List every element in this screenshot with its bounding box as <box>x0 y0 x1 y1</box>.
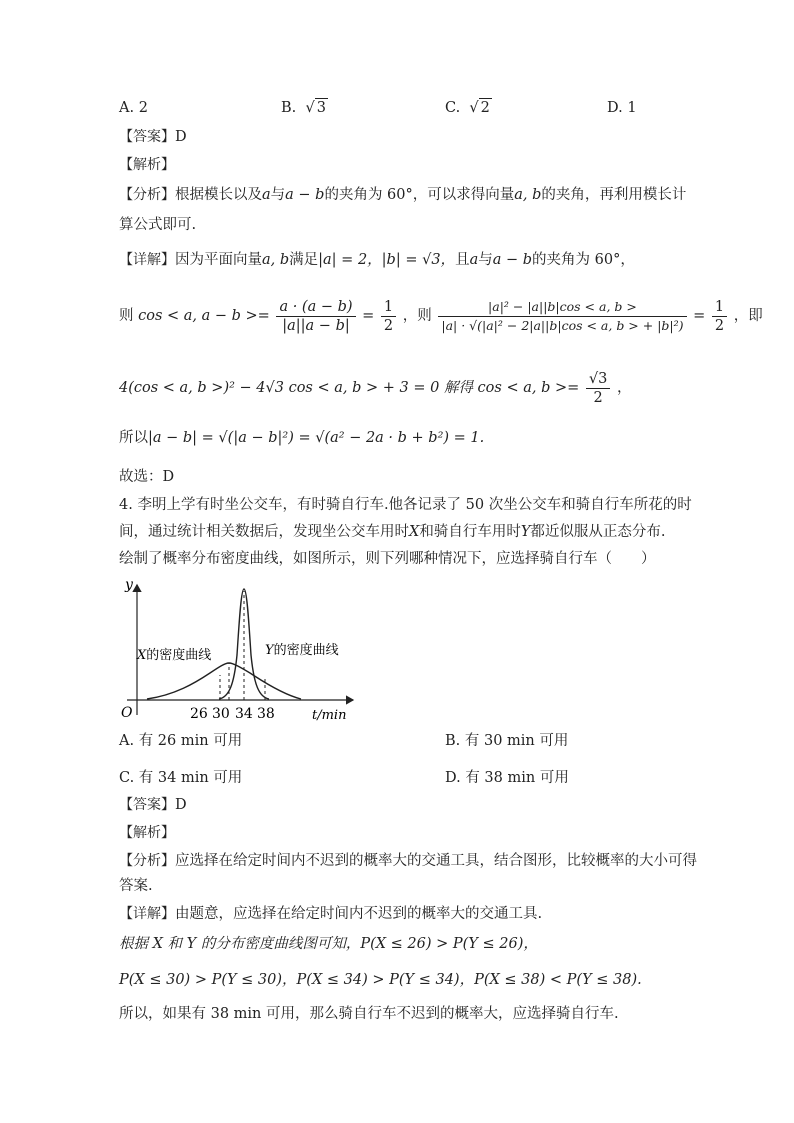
q4-option-a: A. 有 26 min 可用 <box>119 733 243 749</box>
q4-stem-2: 间，通过统计相关数据后，发现坐公交车用时X和骑自行车用时Y都近似服从正态分布. <box>119 524 666 540</box>
option-d-prev: D. 1 <box>607 100 637 116</box>
origin-label: O <box>121 705 133 721</box>
q3-xiangjie: 【详解】因为平面向量a, b满足|a| = 2，|b| = √3，且a与a − b的夹角为 60°， <box>119 252 635 268</box>
q4-answer: 【答案】D <box>119 797 187 813</box>
x-axis-label: t/min <box>312 708 347 723</box>
q4-analysis-tag: 【解析】 <box>119 825 175 841</box>
x-curve-label: X的密度曲线 <box>137 648 212 663</box>
q3-analysis-tag: 【解析】 <box>119 157 175 173</box>
density-curve-graph <box>115 575 360 725</box>
q3-answer: 【答案】D <box>119 129 187 145</box>
sqrt-2: 2 <box>480 100 490 116</box>
option-a-prev: A. 2 <box>119 100 148 116</box>
fraction-1: $\frac{a \cdot (a - b)}{|a||a - b|}$ <box>276 298 355 335</box>
q4-xiangjie-2: 根据 X 和 Y 的分布密度曲线图可知，P(X ≤ 26) > P(Y ≤ 26)， <box>119 936 538 952</box>
fraction-half-2: $\frac{1}{2}$ <box>712 298 727 335</box>
tick-38: 38 <box>257 706 275 722</box>
q4-option-c: C. 有 34 min 可用 <box>119 770 243 786</box>
q4-stem-1: 4. 李明上学有时坐公交车，有时骑自行车.他各记录了 50 次坐公交车和骑自行车所花的时 <box>119 497 692 513</box>
q4-xiangjie: 【详解】由题意，应选择在给定时间内不迟到的概率大的交通工具. <box>119 906 543 922</box>
q4-option-b: B. 有 30 min 可用 <box>445 733 569 749</box>
q4-fenxi: 【分析】应选择在给定时间内不迟到的概率大的交通工具，结合图形，比较概率的大小可得 <box>119 853 697 869</box>
q4-fenxi-cont: 答案. <box>119 878 153 894</box>
option-b-prev: B. √ 3 <box>281 100 326 116</box>
sqrt-3: 3 <box>316 100 326 116</box>
q4-xiangjie-4: 所以，如果有 38 min 可用，那么骑自行车不迟到的概率大，应选择骑自行车. <box>119 1006 619 1022</box>
fraction-sqrt3-2: $\frac{√3}{2}$ <box>586 370 610 407</box>
tick-34: 34 <box>235 706 253 722</box>
q4-xiangjie-3: P(X ≤ 30) > P(Y ≤ 30)，P(X ≤ 34) > P(Y ≤ 34)，P(X ≤ 38) < P(Y ≤ 38). <box>119 972 642 988</box>
q3-formula-solve: 4(cos < a, b >)² − 4√3 cos < a, b > + 3 = 0 解得 cos < a, b >= $\frac{√3}{2}$ ， <box>119 370 632 406</box>
q3-fenxi: 【分析】根据模长以及a与a − b的夹角为 60°，可以求得向量a, b的夹角，再利用模长计 <box>119 187 687 203</box>
q4-option-d: D. 有 38 min 可用 <box>445 770 569 786</box>
q3-formula-cos: 则 cos < a, a − b >= $\frac{a \cdot (a - b)}{|a||a - b|}$ = $\frac{1}{2}$ ，则 $\frac{\text{|a|² − |a||b|cos < a, b >}}{\text{|a| · √(|a|² − 2|a||b|cos < a, b > + |b|²)}}$ = $\frac{1}{2}$ ，即 <box>119 298 763 334</box>
q3-formula-result: 所以|a − b| = √(|a − b|²) = √(a² − 2a · b + b²) = 1. <box>119 430 485 446</box>
tick-26: 26 <box>190 706 208 722</box>
q3-fenxi-cont: 算公式即可. <box>119 217 197 233</box>
x-density-curve <box>147 663 301 699</box>
fraction-half: $\frac{1}{2}$ <box>381 298 396 335</box>
fraction-big: $\frac{\text{|a|² − |a||b|cos < a, b >}}{\text{|a| · √(|a|² − 2|a||b|cos < a, b > + |b|²)}}$ <box>438 298 686 335</box>
q3-choose: 故选：D <box>119 469 175 485</box>
y-curve-label: Y的密度曲线 <box>265 643 339 658</box>
q4-stem-3: 绘制了概率分布密度曲线，如图所示，则下列哪种情况下，应选择骑自行车（ ） <box>119 551 656 567</box>
option-c-prev: C. √ 2 <box>445 100 490 116</box>
y-axis-label: y <box>125 577 133 593</box>
tick-30: 30 <box>212 706 230 722</box>
